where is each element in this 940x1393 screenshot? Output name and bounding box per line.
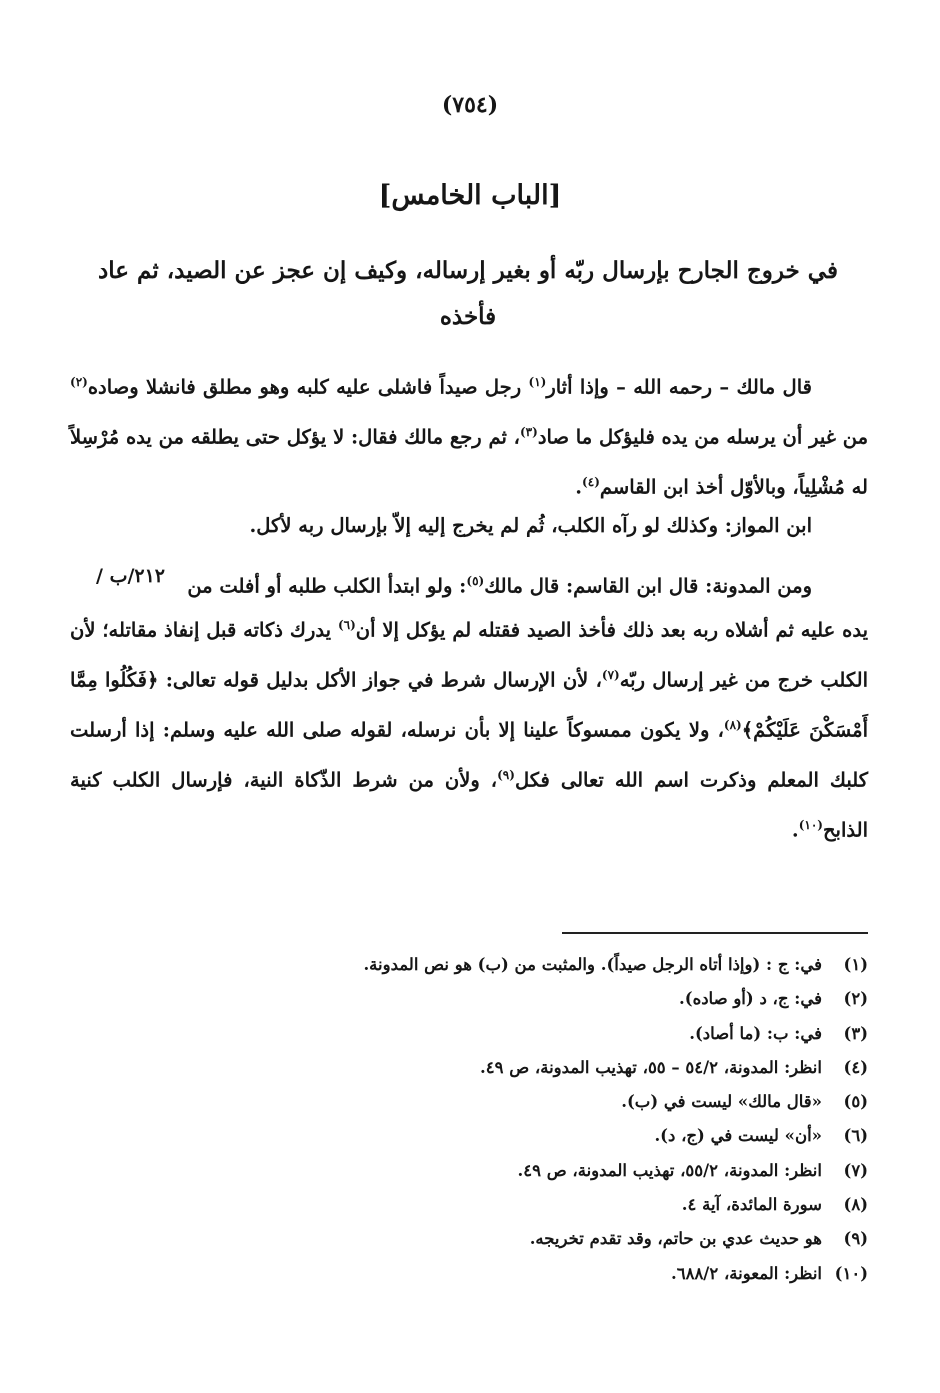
paragraph-text: ، ولا يكون ممسوكاً علينا إلا بأن نرسله، لقوله صلى الله عليه وسلم: إذا أرسلت كلبك المعلم وذكرت اسم الله تعالى فكل [70, 718, 868, 792]
paragraph-mudawwana-line-1 [160, 559, 868, 609]
footnote-item [68, 1085, 868, 1119]
paragraph-text: ، ثم رجع مالك فقال: لا يؤكل حتى يطلقه من يده مُرْسِلاً له مُشْلِياً، وبالأوّل أخذ ابن القاسم [70, 425, 868, 499]
footnote-item [68, 1051, 868, 1085]
footnote-text: في: ج : (وإذا أتاه الرجل صيداً). والمثبت من (ب) هو نص المدونة. [363, 955, 822, 974]
footnote-ref-6: (٦) [337, 618, 356, 632]
footnote-item [68, 1017, 868, 1051]
footnote-text: «أن» ليست في (ج، د). [654, 1126, 822, 1146]
footnote-divider [562, 932, 868, 934]
footnote-ref-10: (١٠) [798, 818, 823, 832]
footnote-ref-2: (٢) [70, 375, 88, 389]
footnote-number: (٤) [843, 1057, 868, 1077]
paragraph-text: . [575, 475, 583, 499]
footnote-text: هو حديث عدي بن حاتم، وقد تقدم تخريجه. [529, 1229, 822, 1249]
footnote-number: (٣) [843, 1023, 868, 1043]
manuscript-folio-marker: / ٢١٢/ب [96, 565, 166, 587]
chapter-title: [الباب الخامس] [378, 180, 562, 211]
footnote-ref-1: (١) [528, 375, 547, 389]
footnote-number: (٩) [843, 1229, 868, 1249]
paragraph-malik-opinion [70, 360, 868, 510]
footnote-ref-7: (٧) [601, 668, 620, 682]
paragraph-text: من غير أن يرسله من يده فليؤكل ما صاد [537, 425, 869, 449]
footnote-ref-5: (٥) [466, 574, 485, 588]
paragraph-text: ، ولأن من شرط الذّكاة النية، فإرسال الكلب كنية الذابح [70, 768, 868, 842]
footnote-text: انظر: المدونة، ٥٤/٢ – ٥٥، تهذيب المدونة، ص ٤٩. [480, 1057, 822, 1077]
footnote-ref-4: (٤) [582, 475, 600, 489]
paragraph-text: : ولو ابتدأ الكلب طلبه أو أفلت من [187, 574, 467, 598]
footnote-number: (١) [843, 955, 868, 974]
chapter-subtitle: في خروج الجارح بإرسال ربّه أو بغير إرساله، وكيف إن عجز عن الصيد، ثم عاد فأخذه [98, 257, 838, 330]
footnote-item [68, 1188, 868, 1222]
footnote-number: (٦) [843, 1126, 868, 1146]
footnote-number: (٧) [843, 1160, 868, 1180]
footnote-item [68, 982, 868, 1016]
footnote-text: «قال مالك» ليست في (ب). [621, 1092, 822, 1112]
footnote-item [68, 1154, 868, 1188]
paragraph-mudawwana-continued [70, 603, 868, 853]
footnote-text: في: ج، د (أو صاده). [679, 989, 822, 1009]
footnote-number: (٢) [843, 989, 868, 1009]
footnote-ref-9: (٩) [497, 768, 515, 782]
footnote-number: (٥) [843, 1092, 868, 1112]
footnote-text: سورة المائدة، آية ٤. [681, 1195, 822, 1215]
footnote-item [68, 1257, 868, 1291]
footnote-item [68, 1222, 868, 1256]
paragraph-text: ومن المدونة: قال ابن القاسم: قال مالك [484, 574, 812, 598]
footnote-item [68, 948, 868, 982]
paragraph-text: يده عليه ثم أشلاه ربه بعد ذلك فأخذ الصيد فقتله لم يؤكل إلا أن [355, 618, 868, 642]
footnote-text: في: ب: (ما أصاد). [689, 1023, 822, 1043]
footnote-text: انظر: المدونة، ٥٥/٢، تهذيب المدونة، ص ٤٩. [517, 1160, 822, 1180]
footnote-number: (٨) [843, 1195, 868, 1215]
footnote-ref-8: (٨) [723, 718, 742, 732]
paragraph-text: يدرك ذكاته قبل إنفاذ مقاتله؛ لأن الكلب خرج من غير إرسال ربّه [70, 618, 868, 692]
footnote-number: (١٠) [834, 1263, 868, 1283]
footnotes-list [68, 948, 868, 1291]
footnote-text: انظر: المعونة، ٦٨٨/٢. [670, 1263, 822, 1283]
footnote-ref-3: (٣) [519, 425, 538, 439]
footnote-item [68, 1119, 868, 1153]
paragraph-ibn-mawaz: ابن المواز: وكذلك لو رآه الكلب، ثُم لم يخرج إليه إلاّ بإرسال ربه لأكل. [249, 514, 812, 537]
paragraph-text: . [791, 818, 799, 842]
paragraph-text: ، لأن الإرسال شرط في جواز الأكل بدليل قوله تعالى: ﴿فَكُلُوا مِمَّا أَمْسَكْنَ عَلَيْكُمْ﴾ [70, 668, 868, 742]
page-number: (٧٥٤) [441, 92, 499, 118]
paragraph-text: رجل صيداً فاشلى عليه كلبه وهو مطلق فانشلا وصاده [87, 375, 529, 399]
paragraph-text: قال مالك – رحمه الله – وإذا أثار [546, 375, 812, 399]
